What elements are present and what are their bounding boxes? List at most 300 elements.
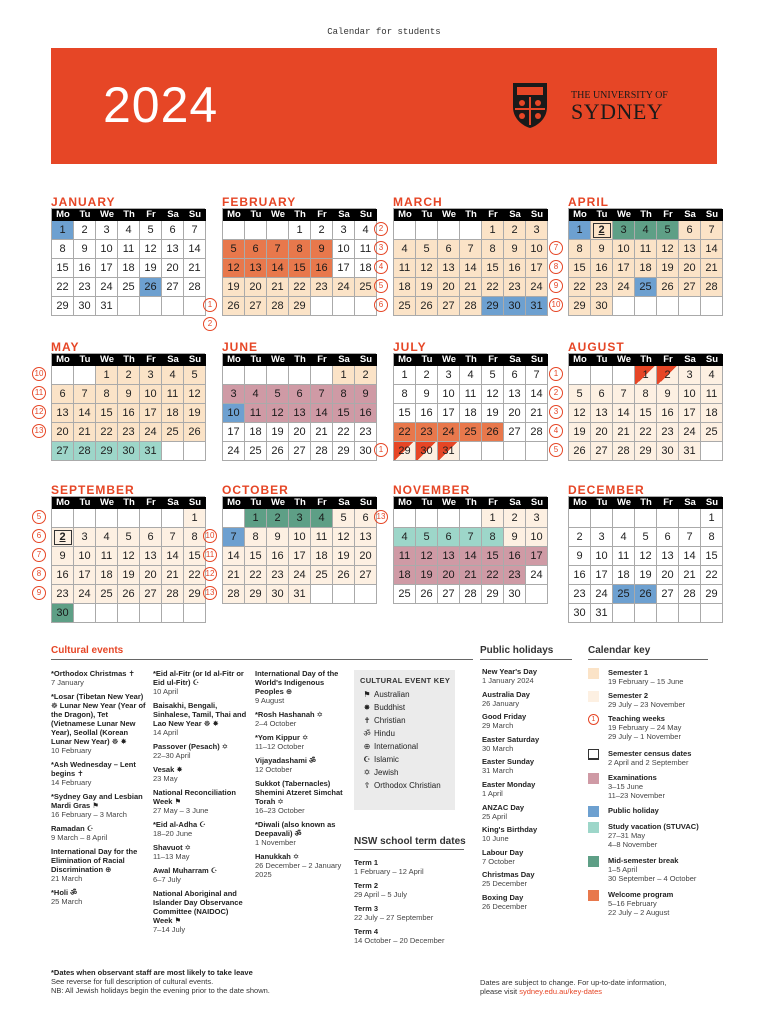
day-cell[interactable]: 20	[504, 404, 526, 423]
day-cell[interactable]: 5	[482, 366, 504, 385]
day-cell[interactable]: 5	[416, 528, 438, 547]
day-cell[interactable]: 24	[591, 585, 613, 604]
day-cell[interactable]: 2	[118, 366, 140, 385]
day-cell[interactable]: 28	[267, 297, 289, 316]
day-cell[interactable]: 9	[504, 528, 526, 547]
day-cell[interactable]: 19	[635, 566, 657, 585]
day-cell[interactable]: 5	[267, 385, 289, 404]
day-cell[interactable]: 22	[635, 423, 657, 442]
day-cell[interactable]: 29	[482, 585, 504, 604]
day-cell[interactable]: 1	[569, 221, 591, 240]
day-cell[interactable]: 17	[438, 404, 460, 423]
day-cell[interactable]: 11	[460, 385, 482, 404]
day-cell[interactable]: 12	[118, 547, 140, 566]
day-cell[interactable]: 21	[460, 566, 482, 585]
day-cell[interactable]: 21	[162, 566, 184, 585]
day-cell[interactable]: 21	[311, 423, 333, 442]
day-cell[interactable]: 10	[591, 547, 613, 566]
day-cell[interactable]: 27	[504, 423, 526, 442]
day-cell[interactable]: 7	[311, 385, 333, 404]
day-cell[interactable]: 18	[394, 278, 416, 297]
day-cell[interactable]: 20	[289, 423, 311, 442]
day-cell[interactable]: 12	[223, 259, 245, 278]
day-cell[interactable]: 6	[657, 528, 679, 547]
day-cell[interactable]: 30	[267, 585, 289, 604]
day-cell[interactable]: 17	[591, 566, 613, 585]
day-cell[interactable]: 23	[569, 585, 591, 604]
day-cell[interactable]: 4	[96, 528, 118, 547]
day-cell[interactable]: 14	[526, 385, 548, 404]
day-cell[interactable]: 26	[118, 585, 140, 604]
day-cell[interactable]: 27	[355, 566, 377, 585]
day-cell[interactable]: 10	[333, 240, 355, 259]
day-cell[interactable]: 26	[223, 297, 245, 316]
day-cell[interactable]: 13	[52, 404, 74, 423]
day-cell[interactable]: 12	[140, 240, 162, 259]
day-cell[interactable]: 4	[355, 221, 377, 240]
day-cell[interactable]: 22	[482, 278, 504, 297]
day-cell[interactable]: 6	[355, 509, 377, 528]
day-cell[interactable]: 10	[223, 404, 245, 423]
day-cell[interactable]: 28	[162, 585, 184, 604]
day-cell[interactable]: 19	[657, 259, 679, 278]
day-cell[interactable]: 23	[591, 278, 613, 297]
day-cell[interactable]: 18	[635, 259, 657, 278]
day-cell[interactable]: 4	[635, 221, 657, 240]
day-cell[interactable]: 29	[394, 442, 416, 461]
day-cell[interactable]: 11	[635, 240, 657, 259]
day-cell[interactable]: 12	[267, 404, 289, 423]
day-cell[interactable]: 28	[223, 585, 245, 604]
day-cell[interactable]: 6	[52, 385, 74, 404]
day-cell[interactable]: 14	[460, 547, 482, 566]
day-cell[interactable]: 9	[355, 385, 377, 404]
day-cell[interactable]: 27	[438, 585, 460, 604]
day-cell[interactable]: 20	[438, 278, 460, 297]
day-cell[interactable]: 5	[140, 221, 162, 240]
day-cell[interactable]: 9	[657, 385, 679, 404]
day-cell[interactable]: 9	[118, 385, 140, 404]
day-cell[interactable]: 8	[52, 240, 74, 259]
day-cell[interactable]: 16	[355, 404, 377, 423]
day-cell[interactable]: 4	[118, 221, 140, 240]
day-cell[interactable]: 24	[140, 423, 162, 442]
day-cell[interactable]: 2	[504, 221, 526, 240]
day-cell[interactable]: 16	[311, 259, 333, 278]
day-cell[interactable]: 20	[245, 278, 267, 297]
day-cell[interactable]: 12	[333, 528, 355, 547]
day-cell[interactable]: 8	[701, 528, 723, 547]
day-cell[interactable]: 19	[333, 547, 355, 566]
day-cell[interactable]: 18	[118, 259, 140, 278]
day-cell[interactable]: 16	[74, 259, 96, 278]
day-cell[interactable]: 20	[657, 566, 679, 585]
day-cell[interactable]: 19	[223, 278, 245, 297]
day-cell[interactable]: 28	[460, 297, 482, 316]
day-cell[interactable]: 14	[701, 240, 723, 259]
day-cell[interactable]: 21	[223, 566, 245, 585]
day-cell[interactable]: 8	[333, 385, 355, 404]
day-cell[interactable]: 18	[162, 404, 184, 423]
day-cell[interactable]: 8	[482, 528, 504, 547]
day-cell[interactable]: 28	[613, 442, 635, 461]
day-cell[interactable]: 5	[184, 366, 206, 385]
day-cell[interactable]: 13	[657, 547, 679, 566]
day-cell[interactable]: 18	[355, 259, 377, 278]
day-cell[interactable]: 28	[184, 278, 206, 297]
day-cell[interactable]: 22	[701, 566, 723, 585]
day-cell[interactable]: 29	[333, 442, 355, 461]
day-cell[interactable]: 6	[679, 221, 701, 240]
day-cell[interactable]: 30	[569, 604, 591, 623]
day-cell[interactable]: 29	[245, 585, 267, 604]
day-cell[interactable]: 18	[394, 566, 416, 585]
day-cell[interactable]: 19	[267, 423, 289, 442]
day-cell[interactable]: 2	[591, 221, 613, 240]
day-cell[interactable]: 10	[289, 528, 311, 547]
day-cell[interactable]: 24	[223, 442, 245, 461]
day-cell[interactable]: 21	[679, 566, 701, 585]
day-cell[interactable]: 13	[289, 404, 311, 423]
day-cell[interactable]: 16	[416, 404, 438, 423]
day-cell[interactable]: 26	[184, 423, 206, 442]
day-cell[interactable]: 26	[416, 297, 438, 316]
day-cell[interactable]: 15	[96, 404, 118, 423]
day-cell[interactable]: 6	[438, 240, 460, 259]
day-cell[interactable]: 18	[701, 404, 723, 423]
day-cell[interactable]: 7	[460, 240, 482, 259]
day-cell[interactable]: 20	[438, 566, 460, 585]
day-cell[interactable]: 4	[460, 366, 482, 385]
day-cell[interactable]: 8	[482, 240, 504, 259]
day-cell[interactable]: 27	[679, 278, 701, 297]
day-cell[interactable]: 15	[482, 547, 504, 566]
day-cell[interactable]: 17	[613, 259, 635, 278]
day-cell[interactable]: 25	[635, 278, 657, 297]
day-cell[interactable]: 8	[289, 240, 311, 259]
day-cell[interactable]: 7	[526, 366, 548, 385]
day-cell[interactable]: 1	[289, 221, 311, 240]
day-cell[interactable]: 4	[701, 366, 723, 385]
day-cell[interactable]: 22	[333, 423, 355, 442]
day-cell[interactable]: 5	[333, 509, 355, 528]
day-cell[interactable]: 31	[289, 585, 311, 604]
day-cell[interactable]: 23	[416, 423, 438, 442]
day-cell[interactable]: 20	[52, 423, 74, 442]
day-cell[interactable]: 14	[679, 547, 701, 566]
day-cell[interactable]: 30	[657, 442, 679, 461]
day-cell[interactable]: 29	[52, 297, 74, 316]
day-cell[interactable]: 24	[333, 278, 355, 297]
day-cell[interactable]: 11	[355, 240, 377, 259]
day-cell[interactable]: 8	[635, 385, 657, 404]
day-cell[interactable]: 7	[223, 528, 245, 547]
day-cell[interactable]: 1	[482, 221, 504, 240]
day-cell[interactable]: 13	[245, 259, 267, 278]
day-cell[interactable]: 31	[438, 442, 460, 461]
day-cell[interactable]: 3	[223, 385, 245, 404]
day-cell[interactable]: 1	[245, 509, 267, 528]
day-cell[interactable]: 24	[438, 423, 460, 442]
day-cell[interactable]: 13	[140, 547, 162, 566]
day-cell[interactable]: 26	[635, 585, 657, 604]
day-cell[interactable]: 25	[394, 297, 416, 316]
day-cell[interactable]: 4	[394, 528, 416, 547]
day-cell[interactable]: 1	[96, 366, 118, 385]
day-cell[interactable]: 7	[679, 528, 701, 547]
day-cell[interactable]: 22	[184, 566, 206, 585]
day-cell[interactable]: 29	[289, 297, 311, 316]
day-cell[interactable]: 25	[355, 278, 377, 297]
day-cell[interactable]: 1	[394, 366, 416, 385]
day-cell[interactable]: 16	[569, 566, 591, 585]
day-cell[interactable]: 11	[701, 385, 723, 404]
day-cell[interactable]: 18	[96, 566, 118, 585]
day-cell[interactable]: 16	[657, 404, 679, 423]
day-cell[interactable]: 30	[504, 297, 526, 316]
day-cell[interactable]: 4	[311, 509, 333, 528]
day-cell[interactable]: 15	[245, 547, 267, 566]
day-cell[interactable]: 4	[394, 240, 416, 259]
day-cell[interactable]: 16	[591, 259, 613, 278]
day-cell[interactable]: 17	[140, 404, 162, 423]
day-cell[interactable]: 30	[74, 297, 96, 316]
day-cell[interactable]: 16	[504, 259, 526, 278]
day-cell[interactable]: 10	[96, 240, 118, 259]
day-cell[interactable]: 19	[184, 404, 206, 423]
day-cell[interactable]: 11	[162, 385, 184, 404]
day-cell[interactable]: 10	[526, 528, 548, 547]
day-cell[interactable]: 21	[460, 278, 482, 297]
day-cell[interactable]: 14	[613, 404, 635, 423]
day-cell[interactable]: 11	[118, 240, 140, 259]
day-cell[interactable]: 2	[74, 221, 96, 240]
day-cell[interactable]: 15	[569, 259, 591, 278]
day-cell[interactable]: 30	[504, 585, 526, 604]
day-cell[interactable]: 15	[184, 547, 206, 566]
day-cell[interactable]: 17	[96, 259, 118, 278]
day-cell[interactable]: 21	[613, 423, 635, 442]
day-cell[interactable]: 10	[679, 385, 701, 404]
day-cell[interactable]: 5	[223, 240, 245, 259]
day-cell[interactable]: 26	[569, 442, 591, 461]
day-cell[interactable]: 9	[267, 528, 289, 547]
day-cell[interactable]: 7	[267, 240, 289, 259]
day-cell[interactable]: 13	[504, 385, 526, 404]
day-cell[interactable]: 23	[311, 278, 333, 297]
day-cell[interactable]: 27	[591, 442, 613, 461]
day-cell[interactable]: 22	[96, 423, 118, 442]
day-cell[interactable]: 11	[311, 528, 333, 547]
day-cell[interactable]: 25	[96, 585, 118, 604]
day-cell[interactable]: 7	[74, 385, 96, 404]
day-cell[interactable]: 6	[245, 240, 267, 259]
day-cell[interactable]: 25	[460, 423, 482, 442]
day-cell[interactable]: 18	[311, 547, 333, 566]
day-cell[interactable]: 30	[118, 442, 140, 461]
day-cell[interactable]: 6	[438, 528, 460, 547]
day-cell[interactable]: 25	[613, 585, 635, 604]
day-cell[interactable]: 24	[613, 278, 635, 297]
day-cell[interactable]: 31	[679, 442, 701, 461]
day-cell[interactable]: 23	[657, 423, 679, 442]
day-cell[interactable]: 27	[289, 442, 311, 461]
day-cell[interactable]: 9	[74, 240, 96, 259]
day-cell[interactable]: 27	[245, 297, 267, 316]
day-cell[interactable]: 11	[394, 259, 416, 278]
day-cell[interactable]: 23	[504, 278, 526, 297]
day-cell[interactable]: 31	[140, 442, 162, 461]
day-cell[interactable]: 23	[267, 566, 289, 585]
day-cell[interactable]: 25	[311, 566, 333, 585]
day-cell[interactable]: 29	[482, 297, 504, 316]
day-cell[interactable]: 8	[394, 385, 416, 404]
day-cell[interactable]: 5	[657, 221, 679, 240]
day-cell[interactable]: 6	[289, 385, 311, 404]
day-cell[interactable]: 21	[526, 404, 548, 423]
day-cell[interactable]: 10	[74, 547, 96, 566]
day-cell[interactable]: 5	[416, 240, 438, 259]
day-cell[interactable]: 17	[289, 547, 311, 566]
day-cell[interactable]: 17	[526, 547, 548, 566]
day-cell[interactable]: 3	[96, 221, 118, 240]
day-cell[interactable]: 4	[162, 366, 184, 385]
day-cell[interactable]: 28	[526, 423, 548, 442]
day-cell[interactable]: 12	[416, 547, 438, 566]
day-cell[interactable]: 3	[526, 221, 548, 240]
day-cell[interactable]: 2	[569, 528, 591, 547]
day-cell[interactable]: 20	[162, 259, 184, 278]
day-cell[interactable]: 14	[223, 547, 245, 566]
day-cell[interactable]: 22	[245, 566, 267, 585]
day-cell[interactable]: 17	[679, 404, 701, 423]
day-cell[interactable]: 21	[74, 423, 96, 442]
day-cell[interactable]: 13	[162, 240, 184, 259]
day-cell[interactable]: 14	[74, 404, 96, 423]
day-cell[interactable]: 14	[267, 259, 289, 278]
day-cell[interactable]: 30	[591, 297, 613, 316]
day-cell[interactable]: 5	[635, 528, 657, 547]
day-cell[interactable]: 26	[140, 278, 162, 297]
day-cell[interactable]: 23	[52, 585, 74, 604]
day-cell[interactable]: 22	[52, 278, 74, 297]
day-cell[interactable]: 5	[569, 385, 591, 404]
day-cell[interactable]: 31	[96, 297, 118, 316]
day-cell[interactable]: 24	[526, 278, 548, 297]
day-cell[interactable]: 16	[52, 566, 74, 585]
day-cell[interactable]: 21	[267, 278, 289, 297]
day-cell[interactable]: 14	[162, 547, 184, 566]
day-cell[interactable]: 15	[635, 404, 657, 423]
day-cell[interactable]: 19	[416, 278, 438, 297]
day-cell[interactable]: 6	[504, 366, 526, 385]
day-cell[interactable]: 3	[591, 528, 613, 547]
day-cell[interactable]: 17	[74, 566, 96, 585]
day-cell[interactable]: 23	[355, 423, 377, 442]
day-cell[interactable]: 12	[569, 404, 591, 423]
day-cell[interactable]: 22	[394, 423, 416, 442]
day-cell[interactable]: 9	[311, 240, 333, 259]
day-cell[interactable]: 2	[355, 366, 377, 385]
day-cell[interactable]: 1	[701, 509, 723, 528]
day-cell[interactable]: 25	[245, 442, 267, 461]
day-cell[interactable]: 28	[679, 585, 701, 604]
day-cell[interactable]: 15	[52, 259, 74, 278]
day-cell[interactable]: 15	[289, 259, 311, 278]
day-cell[interactable]: 17	[223, 423, 245, 442]
day-cell[interactable]: 18	[613, 566, 635, 585]
day-cell[interactable]: 25	[394, 585, 416, 604]
day-cell[interactable]: 12	[416, 259, 438, 278]
day-cell[interactable]: 19	[569, 423, 591, 442]
day-cell[interactable]: 7	[701, 221, 723, 240]
day-cell[interactable]: 26	[416, 585, 438, 604]
day-cell[interactable]: 16	[118, 404, 140, 423]
day-cell[interactable]: 29	[569, 297, 591, 316]
day-cell[interactable]: 27	[438, 297, 460, 316]
day-cell[interactable]: 13	[438, 547, 460, 566]
day-cell[interactable]: 10	[526, 240, 548, 259]
day-cell[interactable]: 3	[526, 509, 548, 528]
day-cell[interactable]: 19	[482, 404, 504, 423]
day-cell[interactable]: 9	[504, 240, 526, 259]
day-cell[interactable]: 28	[701, 278, 723, 297]
day-cell[interactable]: 30	[355, 442, 377, 461]
day-cell[interactable]: 22	[482, 566, 504, 585]
day-cell[interactable]: 20	[140, 566, 162, 585]
day-cell[interactable]: 1	[52, 221, 74, 240]
day-cell[interactable]: 12	[635, 547, 657, 566]
university-logo[interactable]	[511, 81, 701, 131]
day-cell[interactable]: 3	[140, 366, 162, 385]
day-cell[interactable]: 8	[569, 240, 591, 259]
day-cell[interactable]: 2	[311, 221, 333, 240]
day-cell[interactable]: 4	[613, 528, 635, 547]
day-cell[interactable]: 23	[504, 566, 526, 585]
day-cell[interactable]: 30	[416, 442, 438, 461]
day-cell[interactable]: 19	[118, 566, 140, 585]
day-cell[interactable]: 28	[311, 442, 333, 461]
day-cell[interactable]: 25	[701, 423, 723, 442]
day-cell[interactable]: 29	[96, 442, 118, 461]
day-cell[interactable]: 11	[245, 404, 267, 423]
day-cell[interactable]: 26	[657, 278, 679, 297]
day-cell[interactable]: 11	[394, 547, 416, 566]
day-cell[interactable]: 26	[482, 423, 504, 442]
day-cell[interactable]: 8	[96, 385, 118, 404]
day-cell[interactable]: 3	[613, 221, 635, 240]
day-cell[interactable]: 6	[140, 528, 162, 547]
day-cell[interactable]: 11	[613, 547, 635, 566]
day-cell[interactable]: 1	[482, 509, 504, 528]
day-cell[interactable]: 7	[162, 528, 184, 547]
day-cell[interactable]: 8	[184, 528, 206, 547]
day-cell[interactable]: 1	[635, 366, 657, 385]
day-cell[interactable]: 5	[118, 528, 140, 547]
day-cell[interactable]: 29	[184, 585, 206, 604]
key-dates-link[interactable]: sydney.edu.au/key-dates	[519, 987, 603, 996]
day-cell[interactable]: 20	[355, 547, 377, 566]
day-cell[interactable]: 19	[140, 259, 162, 278]
day-cell[interactable]: 28	[460, 585, 482, 604]
day-cell[interactable]: 2	[657, 366, 679, 385]
day-cell[interactable]: 14	[184, 240, 206, 259]
day-cell[interactable]: 27	[140, 585, 162, 604]
day-cell[interactable]: 23	[74, 278, 96, 297]
day-cell[interactable]: 18	[460, 404, 482, 423]
day-cell[interactable]: 29	[701, 585, 723, 604]
day-cell[interactable]: 21	[184, 259, 206, 278]
